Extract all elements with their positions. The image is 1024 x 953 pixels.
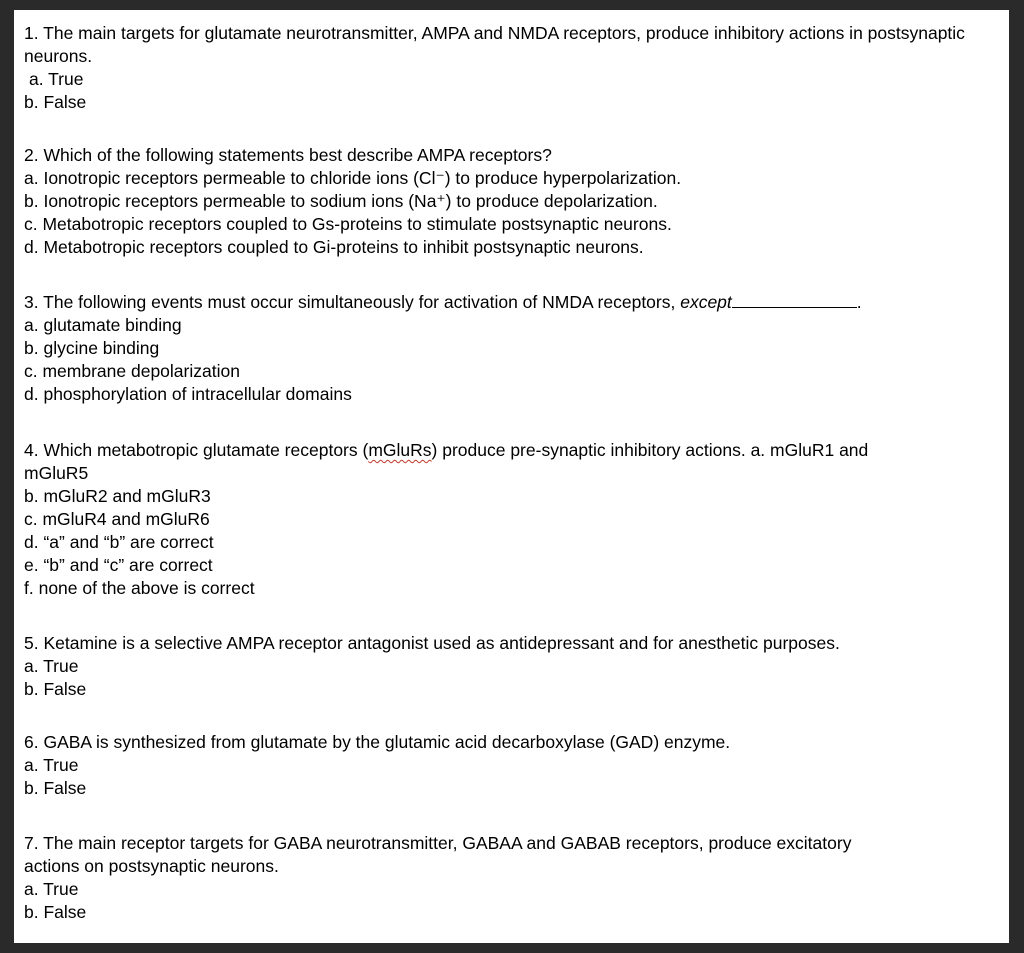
question-6-option-b[interactable]: b. False (24, 778, 87, 798)
question-7-stem: 7. The main receptor targets for GABA neurotransmitter, GABAA and GABAB receptors, produce excitatory actions on postsynaptic neurons. (24, 833, 852, 876)
question-2 (24, 144, 984, 259)
question-4-option-e[interactable]: e. “b” and “c” are correct (24, 555, 213, 575)
question-3-option-c[interactable]: c. membrane depolarization (24, 361, 240, 381)
question-5-option-a[interactable]: a. True (24, 656, 79, 676)
question-1-option-a[interactable]: a. True (29, 69, 84, 89)
question-5 (24, 632, 984, 701)
question-4 (24, 439, 894, 600)
question-2-option-a[interactable]: a. Ionotropic receptors permeable to chloride ions (Cl⁻) to produce hyperpolarization. (24, 168, 682, 188)
question-7-option-a[interactable]: a. True (24, 879, 79, 899)
question-7 (24, 832, 894, 924)
question-3-stem-start: 3. The following events must occur simultaneously for activation of NMDA receptors, (24, 292, 681, 312)
question-6-stem: 6. GABA is synthesized from glutamate by the glutamic acid decarboxylase (GAD) enzyme. (24, 732, 731, 752)
question-3-stem-except: except (680, 292, 732, 312)
question-2-stem: 2. Which of the following statements best describe AMPA receptors? (24, 145, 552, 165)
question-3-option-a[interactable]: a. glutamate binding (24, 315, 182, 335)
question-5-option-b[interactable]: b. False (24, 679, 87, 699)
question-3-option-b[interactable]: b. glycine binding (24, 338, 160, 358)
question-4-stem-end: ) produce pre-synaptic inhibitory actions. a. mGluR1 and mGluR5 (24, 440, 869, 483)
question-3-stem-end: . (856, 292, 862, 312)
question-5-stem: 5. Ketamine is a selective AMPA receptor antagonist used as antidepressant and for anesthetic purposes. (24, 633, 840, 653)
question-2-option-d[interactable]: d. Metabotropic receptors coupled to Gi-proteins to inhibit postsynaptic neurons. (24, 237, 644, 257)
question-1-option-b[interactable]: b. False (24, 92, 87, 112)
question-7-option-b[interactable]: b. False (24, 902, 87, 922)
question-4-stem-start: 4. Which metabotropic glutamate receptors ( (24, 440, 369, 460)
question-2-option-b[interactable]: b. Ionotropic receptors permeable to sodium ions (Na⁺) to produce depolarization. (24, 191, 658, 211)
question-4-option-d[interactable]: d. “a” and “b” are correct (24, 532, 214, 552)
question-3-stem (24, 291, 984, 314)
question-1-stem: 1. The main targets for glutamate neurotransmitter, AMPA and NMDA receptors, produce inhibitory actions in postsynaptic neurons. (24, 23, 965, 66)
question-4-option-f[interactable]: f. none of the above is correct (24, 578, 255, 598)
question-6-option-a[interactable]: a. True (24, 755, 79, 775)
answer-blank (732, 293, 857, 308)
question-4-option-b[interactable]: b. mGluR2 and mGluR3 (24, 486, 211, 506)
question-3 (24, 291, 984, 406)
question-1 (24, 22, 984, 114)
question-4-option-c[interactable]: c. mGluR4 and mGluR6 (24, 509, 210, 529)
question-6 (24, 731, 984, 800)
question-4-stem (24, 439, 894, 485)
question-3-option-d[interactable]: d. phosphorylation of intracellular domains (24, 384, 352, 404)
question-2-option-c[interactable]: c. Metabotropic receptors coupled to Gs-proteins to stimulate postsynaptic neurons. (24, 214, 672, 234)
question-4-stem-mglurs: mGluRs (368, 440, 432, 460)
